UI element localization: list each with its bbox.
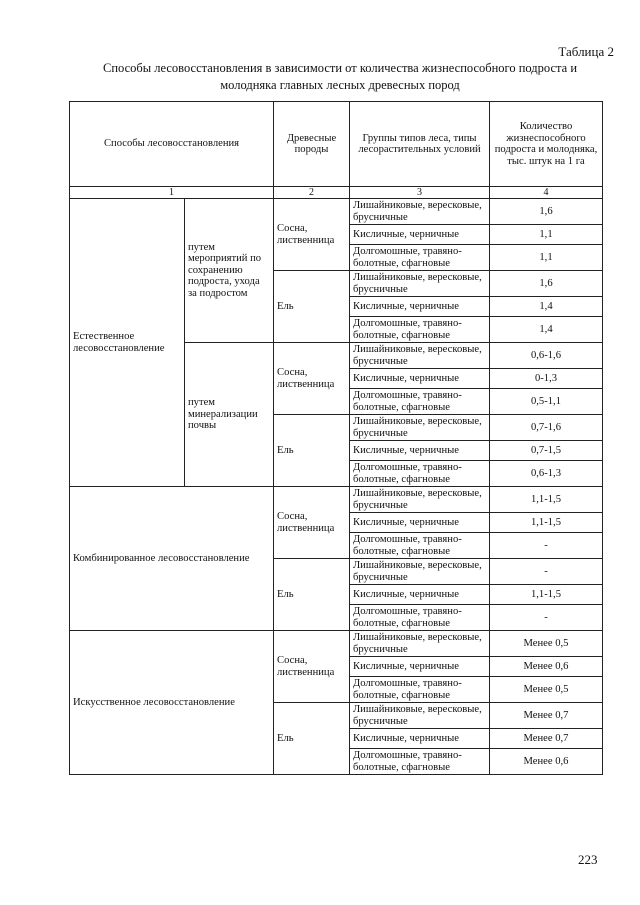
quantity-value: 0,7-1,6 (490, 415, 603, 441)
column-number: 4 (490, 187, 603, 199)
forest-group: Долгомошные, травяно-болотные, сфагновые (350, 677, 490, 703)
forest-group: Кисличные, черничные (350, 369, 490, 389)
forest-group: Кисличные, черничные (350, 441, 490, 461)
header-forest-group: Группы типов леса, типы лесорастительных условий (350, 102, 490, 187)
forest-group: Лишайниковые, вересковые, брусничные (350, 559, 490, 585)
quantity-value: 1,1 (490, 225, 603, 245)
forest-group: Долгомошные, травяно-болотные, сфагновые (350, 749, 490, 775)
forest-group: Долгомошные, травяно-болотные, сфагновые (350, 245, 490, 271)
quantity-value: Менее 0,7 (490, 703, 603, 729)
page-number: 223 (578, 852, 598, 867)
header-row (70, 102, 603, 187)
quantity-value: - (490, 533, 603, 559)
forest-group: Кисличные, черничные (350, 729, 490, 749)
species-spruce: Ель (274, 415, 350, 487)
forest-group: Долгомошные, травяно-болотные, сфагновые (350, 461, 490, 487)
method-natural: Естественное лесовосстановление (70, 199, 185, 487)
quantity-value: - (490, 605, 603, 631)
quantity-value: 0,6-1,3 (490, 461, 603, 487)
species-pine-larch: Сосна, лиственница (274, 487, 350, 559)
species-spruce: Ель (274, 559, 350, 631)
quantity-value: - (490, 559, 603, 585)
header-method: Способы лесовосстановления (70, 102, 274, 187)
quantity-value: Менее 0,7 (490, 729, 603, 749)
quantity-value: Менее 0,5 (490, 631, 603, 657)
quantity-value: 0,5-1,1 (490, 389, 603, 415)
column-number: 2 (274, 187, 350, 199)
quantity-value: 1,1 (490, 245, 603, 271)
forest-group: Лишайниковые, вересковые, брусничные (350, 271, 490, 297)
table-row (70, 631, 603, 657)
title-line-1: Способы лесовосстановления в зависимости от количества жизнеспособного подроста и (102, 61, 578, 75)
forest-group: Долгомошные, травяно-болотные, сфагновые (350, 317, 490, 343)
quantity-value: 1,6 (490, 199, 603, 225)
table-row (70, 199, 603, 225)
forest-group: Кисличные, черничные (350, 585, 490, 605)
forest-group: Лишайниковые, вересковые, брусничные (350, 343, 490, 369)
quantity-value: 0,6-1,6 (490, 343, 603, 369)
column-number: 3 (350, 187, 490, 199)
quantity-value: 1,1-1,5 (490, 487, 603, 513)
species-pine-larch: Сосна, лиственница (274, 343, 350, 415)
forest-group: Кисличные, черничные (350, 225, 490, 245)
species-pine-larch: Сосна, лиственница (274, 199, 350, 271)
column-number: 1 (70, 187, 274, 199)
method-artificial: Искусственное лесовосстановление (70, 631, 274, 775)
quantity-value: 0,7-1,5 (490, 441, 603, 461)
submethod-preservation: путем мероприятий по сохранению подроста, ухода за подростом (185, 199, 274, 343)
forest-group: Лишайниковые, вересковые, брусничные (350, 199, 490, 225)
column-number-row (70, 187, 603, 199)
quantity-value: 1,1-1,5 (490, 513, 603, 533)
quantity-value: 1,6 (490, 271, 603, 297)
quantity-value: 1,4 (490, 317, 603, 343)
method-combined: Комбинированное лесовосстановление (70, 487, 274, 631)
submethod-mineralization: путем минерализации почвы (185, 343, 274, 487)
forest-group: Кисличные, черничные (350, 513, 490, 533)
forest-group: Кисличные, черничные (350, 297, 490, 317)
table-label: Таблица 2 (558, 44, 614, 59)
forest-group: Лишайниковые, вересковые, брусничные (350, 703, 490, 729)
species-spruce: Ель (274, 703, 350, 775)
regeneration-table (69, 101, 603, 775)
header-quantity: Количество жизнеспособного подроста и молодняка, тыс. штук на 1 га (490, 102, 603, 187)
species-spruce: Ель (274, 271, 350, 343)
quantity-value: Менее 0,6 (490, 657, 603, 677)
quantity-value: 1,1-1,5 (490, 585, 603, 605)
quantity-value: 0-1,3 (490, 369, 603, 389)
title-line-2: молодняка главных лесных древесных пород (220, 78, 460, 92)
table-row (70, 487, 603, 513)
species-pine-larch: Сосна, лиственница (274, 631, 350, 703)
forest-group: Долгомошные, травяно-болотные, сфагновые (350, 605, 490, 631)
table-title (60, 60, 620, 94)
forest-group: Лишайниковые, вересковые, брусничные (350, 415, 490, 441)
header-species: Древесные породы (274, 102, 350, 187)
forest-group: Лишайниковые, вересковые, брусничные (350, 631, 490, 657)
quantity-value: 1,4 (490, 297, 603, 317)
forest-group: Долгомошные, травяно-болотные, сфагновые (350, 389, 490, 415)
forest-group: Кисличные, черничные (350, 657, 490, 677)
quantity-value: Менее 0,5 (490, 677, 603, 703)
quantity-value: Менее 0,6 (490, 749, 603, 775)
forest-group: Долгомошные, травяно-болотные, сфагновые (350, 533, 490, 559)
forest-group: Лишайниковые, вересковые, брусничные (350, 487, 490, 513)
